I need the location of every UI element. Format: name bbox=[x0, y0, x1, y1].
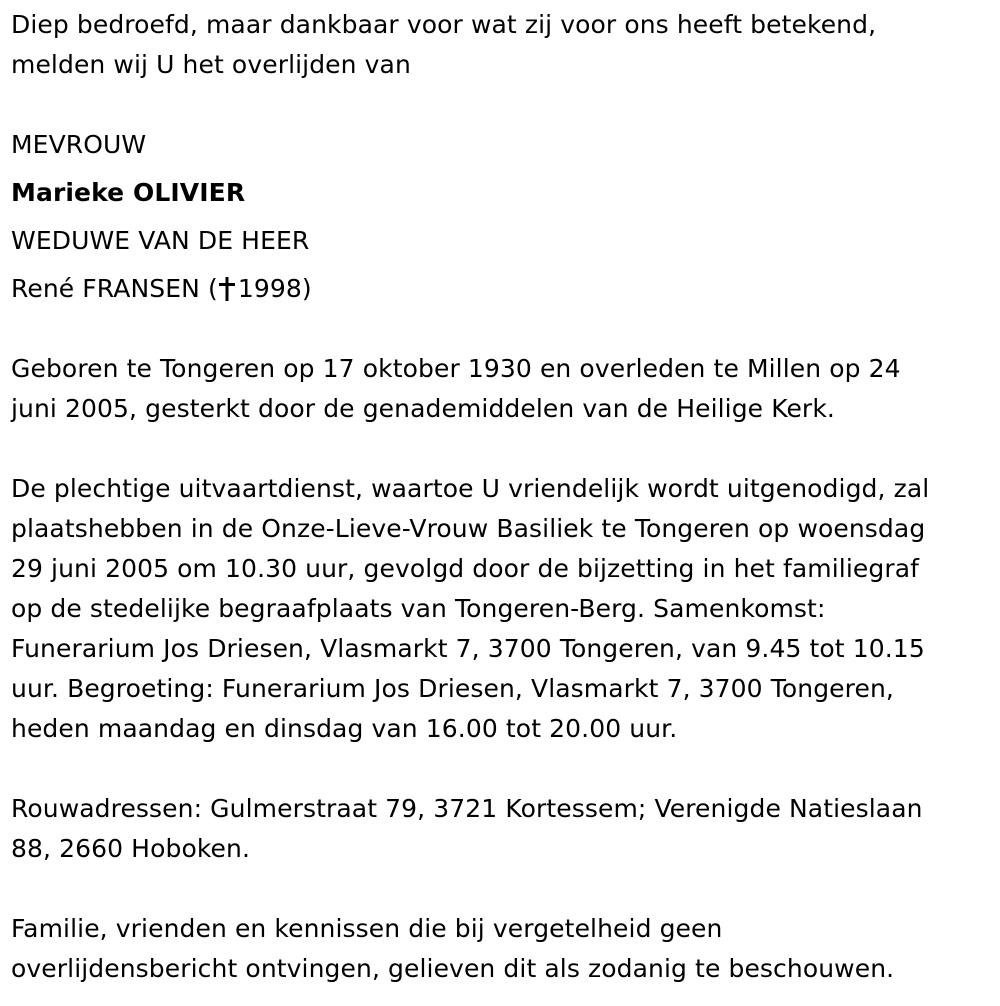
funeral-line-5: Funerarium Jos Driesen, Vlasmarkt 7, 3700 Tongeren, van 9.45 tot 10.15 bbox=[11, 634, 925, 663]
deceased-name: Marieke OLIVIER bbox=[11, 178, 246, 207]
addresses-line-1: Rouwadressen: Gulmerstraat 79, 3721 Kortessem; Verenigde Natieslaan bbox=[11, 794, 923, 823]
spouse-name: René FRANSEN ( bbox=[11, 274, 218, 303]
funeral-line-7: heden maandag en dinsdag van 16.00 tot 20.00 uur. bbox=[11, 714, 678, 743]
spouse-line bbox=[11, 274, 312, 304]
funeral-line-2: plaatshebben in de Onze-Lieve-Vrouw Basiliek te Tongeren op woensdag bbox=[11, 514, 926, 543]
closing-line-2: overlijdensbericht ontvingen, gelieven dit als zodanig te beschouwen. bbox=[11, 954, 895, 983]
honorific: MEVROUW bbox=[11, 130, 147, 159]
birth-death-line-2: juni 2005, gesterkt door de genademiddelen van de Heilige Kerk. bbox=[11, 394, 835, 423]
funeral-line-6: uur. Begroeting: Funerarium Jos Driesen, Vlasmarkt 7, 3700 Tongeren, bbox=[11, 674, 894, 703]
addresses-line-2: 88, 2660 Hoboken. bbox=[11, 834, 250, 863]
funeral-line-1: De plechtige uitvaartdienst, waartoe U vriendelijk wordt uitgenodigd, zal bbox=[11, 474, 930, 503]
cross-icon bbox=[218, 276, 236, 302]
intro-line-1: Diep bedroefd, maar dankbaar voor wat zij voor ons heeft betekend, bbox=[11, 10, 877, 39]
widow-of: WEDUWE VAN DE HEER bbox=[11, 226, 310, 255]
funeral-line-4: op de stedelijke begraafplaats van Tongeren-Berg. Samenkomst: bbox=[11, 594, 826, 623]
spouse-death-year: 1998) bbox=[237, 274, 312, 303]
funeral-line-3: 29 juni 2005 om 10.30 uur, gevolgd door de bijzetting in het familiegraf bbox=[11, 554, 920, 583]
intro-line-2: melden wij U het overlijden van bbox=[11, 50, 411, 79]
closing-line-1: Familie, vrienden en kennissen die bij vergetelheid geen bbox=[11, 914, 723, 943]
birth-death-line-1: Geboren te Tongeren op 17 oktober 1930 en overleden te Millen op 24 bbox=[11, 354, 901, 383]
